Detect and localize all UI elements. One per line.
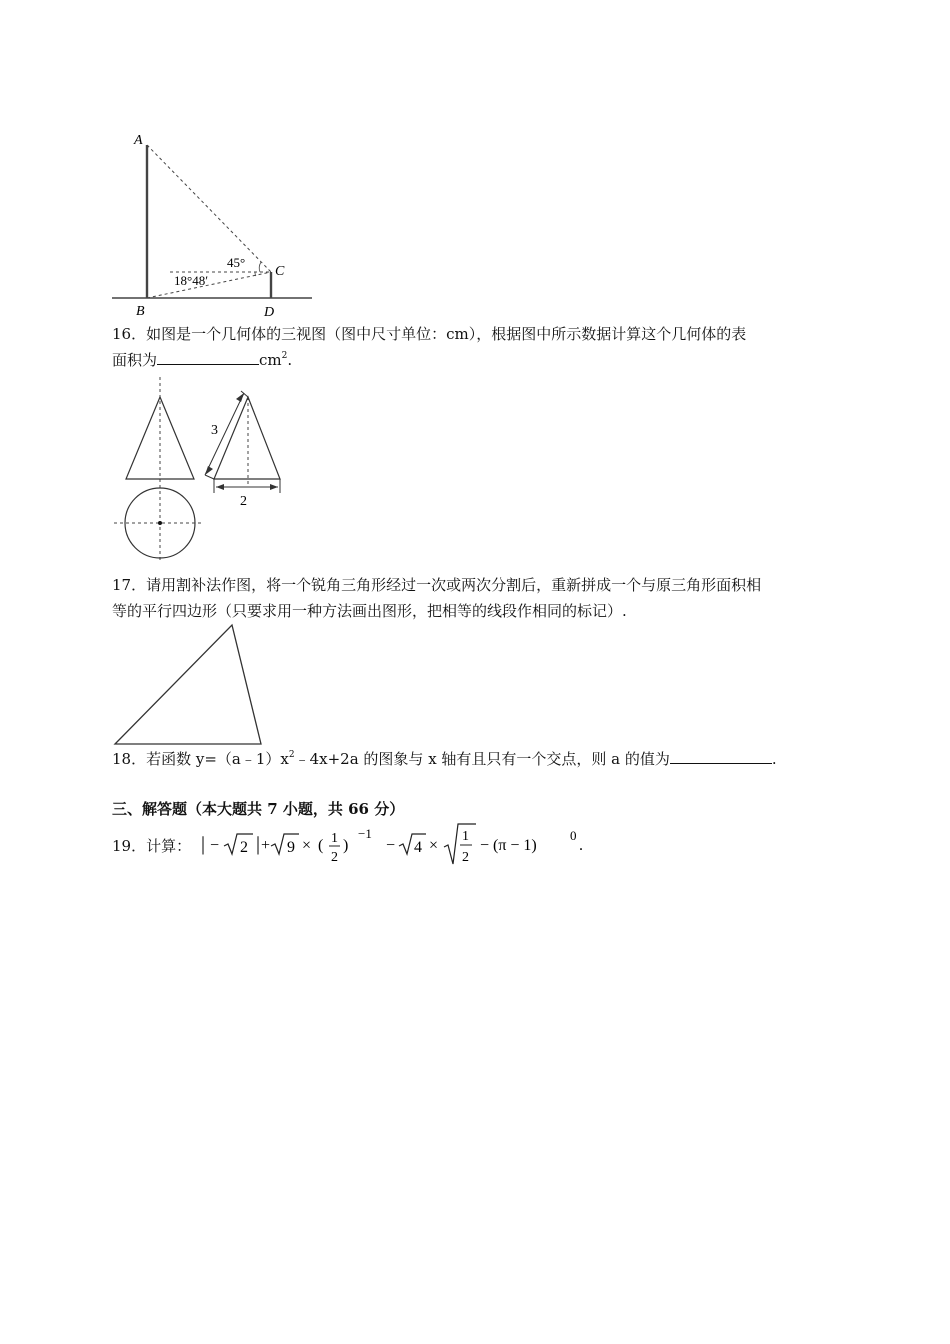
frac1-num: 1 xyxy=(331,831,338,846)
exp-zero: 0 xyxy=(570,828,577,843)
q16-unit: cm xyxy=(259,351,282,369)
minus-2: − xyxy=(480,837,490,854)
q19-prefix xyxy=(112,835,191,857)
abs-close: | xyxy=(256,833,261,855)
exp-neg1: −1 xyxy=(358,826,372,841)
paren-close: ) xyxy=(343,837,349,854)
sqrt-half-sign xyxy=(444,824,476,864)
angle-18-48: 18°48′ xyxy=(174,273,209,288)
q16-text-prefix: 面积为 xyxy=(112,351,158,369)
q16-line1 xyxy=(112,323,746,345)
q16-line2 xyxy=(112,349,292,371)
angle-arc-top xyxy=(259,262,261,272)
angle-45: 45° xyxy=(227,255,246,270)
times-1: × xyxy=(302,837,312,854)
label-c: C xyxy=(275,264,285,279)
frac1-den: 2 xyxy=(331,850,338,865)
rad-2: 2 xyxy=(240,839,248,856)
q16-answer-blank[interactable] xyxy=(157,350,259,365)
abs-open: | xyxy=(201,833,206,855)
q17-line1 xyxy=(112,574,761,596)
frac2-num: 1 xyxy=(462,829,469,844)
expr-end: . xyxy=(579,837,583,854)
q18-text-after: ﹣4x+2a 的图象与 x 轴有且只有一个交点，则 a 的值为 xyxy=(294,750,670,768)
q18-line xyxy=(112,748,777,770)
line-bc xyxy=(147,272,271,298)
plus-sign: + xyxy=(261,837,271,854)
sqrt-2-sign xyxy=(224,834,253,854)
label-a: A xyxy=(134,133,143,148)
q18-number: 18． xyxy=(112,750,147,768)
q16-text-line1: 如图是一个几何体的三视图（图中尺寸单位：cm），根据图中所示数据计算这个几何体的表 xyxy=(146,325,747,343)
base-arrow-left xyxy=(216,484,224,490)
q17-number: 17． xyxy=(112,576,147,594)
slant-label: 3 xyxy=(211,423,218,438)
q16-end: . xyxy=(287,351,293,369)
q18-end: . xyxy=(771,750,777,768)
q17-text-line2: 等的平行四边形（只要求用一种方法画出图形，把相等的线段作相同的标记）. xyxy=(112,602,627,620)
slant-arrow-top xyxy=(236,393,244,402)
top-view-center-dot xyxy=(158,521,162,525)
angle-arc-bottom xyxy=(255,272,256,276)
slant-ext-bottom xyxy=(205,475,214,479)
q16-number: 16． xyxy=(112,325,147,343)
figure-16-three-views xyxy=(108,375,308,565)
pi-group: (π − 1) xyxy=(493,837,537,854)
q18-text-before: 若函数 y=（a﹣1）x xyxy=(146,750,289,768)
q17-line2 xyxy=(112,600,627,622)
frac2-den: 2 xyxy=(462,850,469,865)
label-d: D xyxy=(264,305,275,320)
q19-expression xyxy=(198,820,598,870)
q17-text-line1: 请用割补法作图，将一个锐角三角形经过一次或两次分割后，重新拼成一个与原三角形面积相 xyxy=(146,576,762,594)
minus-1: − xyxy=(386,837,396,854)
side-view-triangle xyxy=(214,397,280,479)
label-b: B xyxy=(136,304,145,319)
line-ac xyxy=(147,145,271,272)
rad-4: 4 xyxy=(414,839,422,856)
q19-number: 19． xyxy=(112,837,147,855)
acute-triangle xyxy=(115,625,261,744)
section-3-heading: 三、解答题（本大题共 7 小题，共 66 分） xyxy=(112,800,405,818)
q18-exp: 2 xyxy=(288,750,295,760)
q18-answer-blank[interactable] xyxy=(670,749,772,764)
base-label: 2 xyxy=(240,494,247,509)
q19-label: 计算： xyxy=(146,837,192,855)
figure-17-triangle xyxy=(110,620,270,750)
base-arrow-right xyxy=(270,484,278,490)
q16-unit-exp: 2 xyxy=(281,351,288,361)
times-2: × xyxy=(429,837,439,854)
slant-arrow-bottom xyxy=(205,466,213,475)
paren-open: ( xyxy=(318,837,324,854)
neg-sign: − xyxy=(210,837,220,854)
figure-15-diagram xyxy=(110,125,320,320)
rad-9: 9 xyxy=(287,839,295,856)
